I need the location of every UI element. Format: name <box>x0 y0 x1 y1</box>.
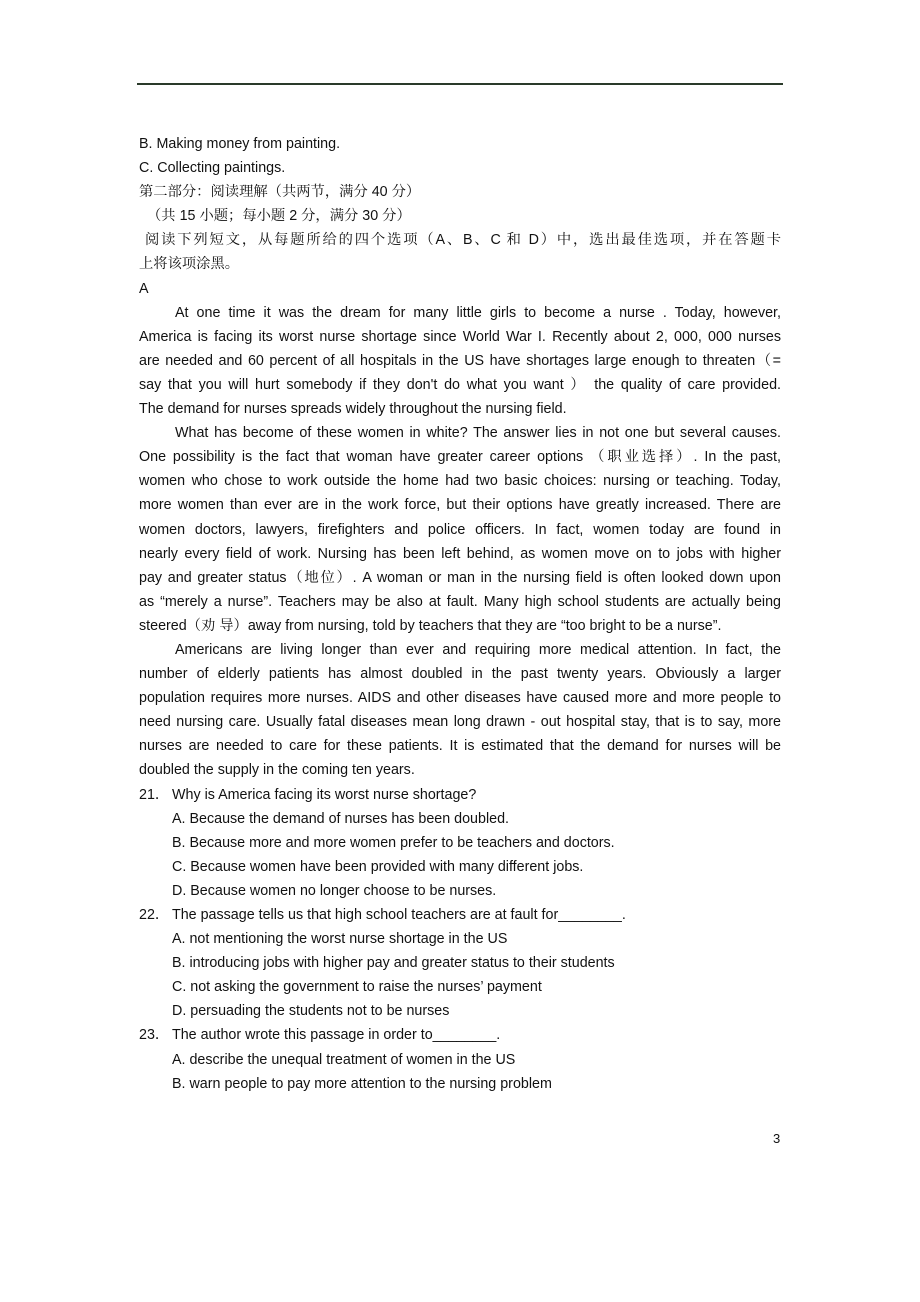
question <box>139 783 781 807</box>
passage-line: At one time it was the dream for many little girls to become a nurse . Today, however, <box>175 304 781 321</box>
answer-option: D. persuading the students not to be nurses <box>172 1003 450 1020</box>
instructions-line: 上将该项涂黑。 <box>139 256 240 273</box>
answer-option: A. not mentioning the worst nurse shortage in the US <box>172 931 508 948</box>
passage <box>139 301 781 783</box>
passage-line: pay and greater status（地位）. A woman or man in the nursing field is often looked down upon <box>139 569 781 586</box>
section-subtitle: （共 15 小题；每小题 2 分，满分 30 分） <box>147 208 411 225</box>
questions <box>139 783 781 1096</box>
passage-line: One possibility is the fact that woman have greater career options （职业选择）. In the past, <box>139 449 781 466</box>
question <box>139 1023 781 1047</box>
passage-line: What has become of these women in white? The answer lies in not one but several causes. <box>175 425 781 442</box>
answer-option: B. Because more and more women prefer to be teachers and doctors. <box>172 834 615 851</box>
passage-line: Americans are living longer than ever and requiring more medical attention. In fact, the <box>175 641 781 658</box>
passage-line: women doctors, lawyers, firefighters and police officers. In fact, women today are found in <box>139 521 781 538</box>
section-title: 第二部分：阅读理解（共两节，满分 40 分） <box>139 184 421 201</box>
passage-line: need nursing care. Usually fatal diseases mean long drawn - out hospital stay, that is to say, more <box>139 714 781 731</box>
passage-line: nurses are needed to care for these patients. It is estimated that the demand for nurses will be <box>139 738 781 755</box>
answer-option: C. not asking the government to raise the nurses’ payment <box>172 979 542 996</box>
answer-option: A. Because the demand of nurses has been doubled. <box>172 810 510 827</box>
instructions-line: 阅读下列短文，从每题所给的四个选项（A、B、C 和 D）中，选出最佳选项，并在答题卡 <box>145 232 781 249</box>
answer-option: C. Because women have been provided with many different jobs. <box>172 858 584 875</box>
answer-option: D. Because women no longer choose to be nurses. <box>172 882 497 899</box>
question-number: 22． <box>139 907 170 923</box>
passage-line: as “merely a nurse”. Teachers may be also at fault. Many high school students are actually being <box>139 593 781 610</box>
question-number: 23． <box>139 1027 170 1044</box>
prev-option-b: B. Making money from painting. <box>139 136 341 152</box>
question <box>139 903 781 927</box>
passage-line: population requires more nurses. AIDS and other diseases have caused more and more people to <box>139 690 781 707</box>
passage-label: A <box>139 280 149 297</box>
page-content <box>139 132 781 1096</box>
passage-line: America is facing its worst nurse shortage since World War I. Recently about 2, 000, 000 nurses <box>139 328 781 345</box>
answer-option: B. warn people to pay more attention to the nursing problem <box>172 1075 552 1092</box>
passage-line: The demand for nurses spreads widely throughout the nursing field. <box>139 401 567 418</box>
passage-line: women who chose to work outside the home had two basic choices: nursing or teaching. Today, <box>139 473 781 490</box>
passage-line: more women than ever are in the work force, but their options have greatly increased. There are <box>139 497 781 514</box>
passage-line: say that you will hurt somebody if they don't do what you want ） the quality of care provided. <box>139 376 781 393</box>
passage-line: steered（劝 导）away from nursing, told by teachers that they are “too bright to be a nurse”. <box>139 617 722 634</box>
passage-line: are needed and 60 percent of all hospitals in the US have shortages large enough to threaten（= <box>139 352 781 369</box>
page-number: 3 <box>773 1131 781 1146</box>
passage-line: number of elderly patients has almost doubled in the past twenty years. Obviously a larger <box>139 666 781 683</box>
prev-option-c: C. Collecting paintings. <box>139 160 286 177</box>
question-number: 21． <box>139 786 170 803</box>
answer-option: B. introducing jobs with higher pay and greater status to their students <box>172 955 615 972</box>
answer-option: A. describe the unequal treatment of women in the US <box>172 1051 516 1068</box>
question-text: Why is America facing its worst nurse shortage? <box>172 786 477 803</box>
question-text: The passage tells us that high school teachers are at fault for________. <box>172 907 626 923</box>
question-text: The author wrote this passage in order to________. <box>172 1027 501 1044</box>
passage-line: doubled the supply in the coming ten years. <box>139 762 415 779</box>
header-rule <box>137 83 783 85</box>
passage-line: nearly every field of work. Nursing has been left behind, as women move on to jobs with higher <box>139 545 781 562</box>
